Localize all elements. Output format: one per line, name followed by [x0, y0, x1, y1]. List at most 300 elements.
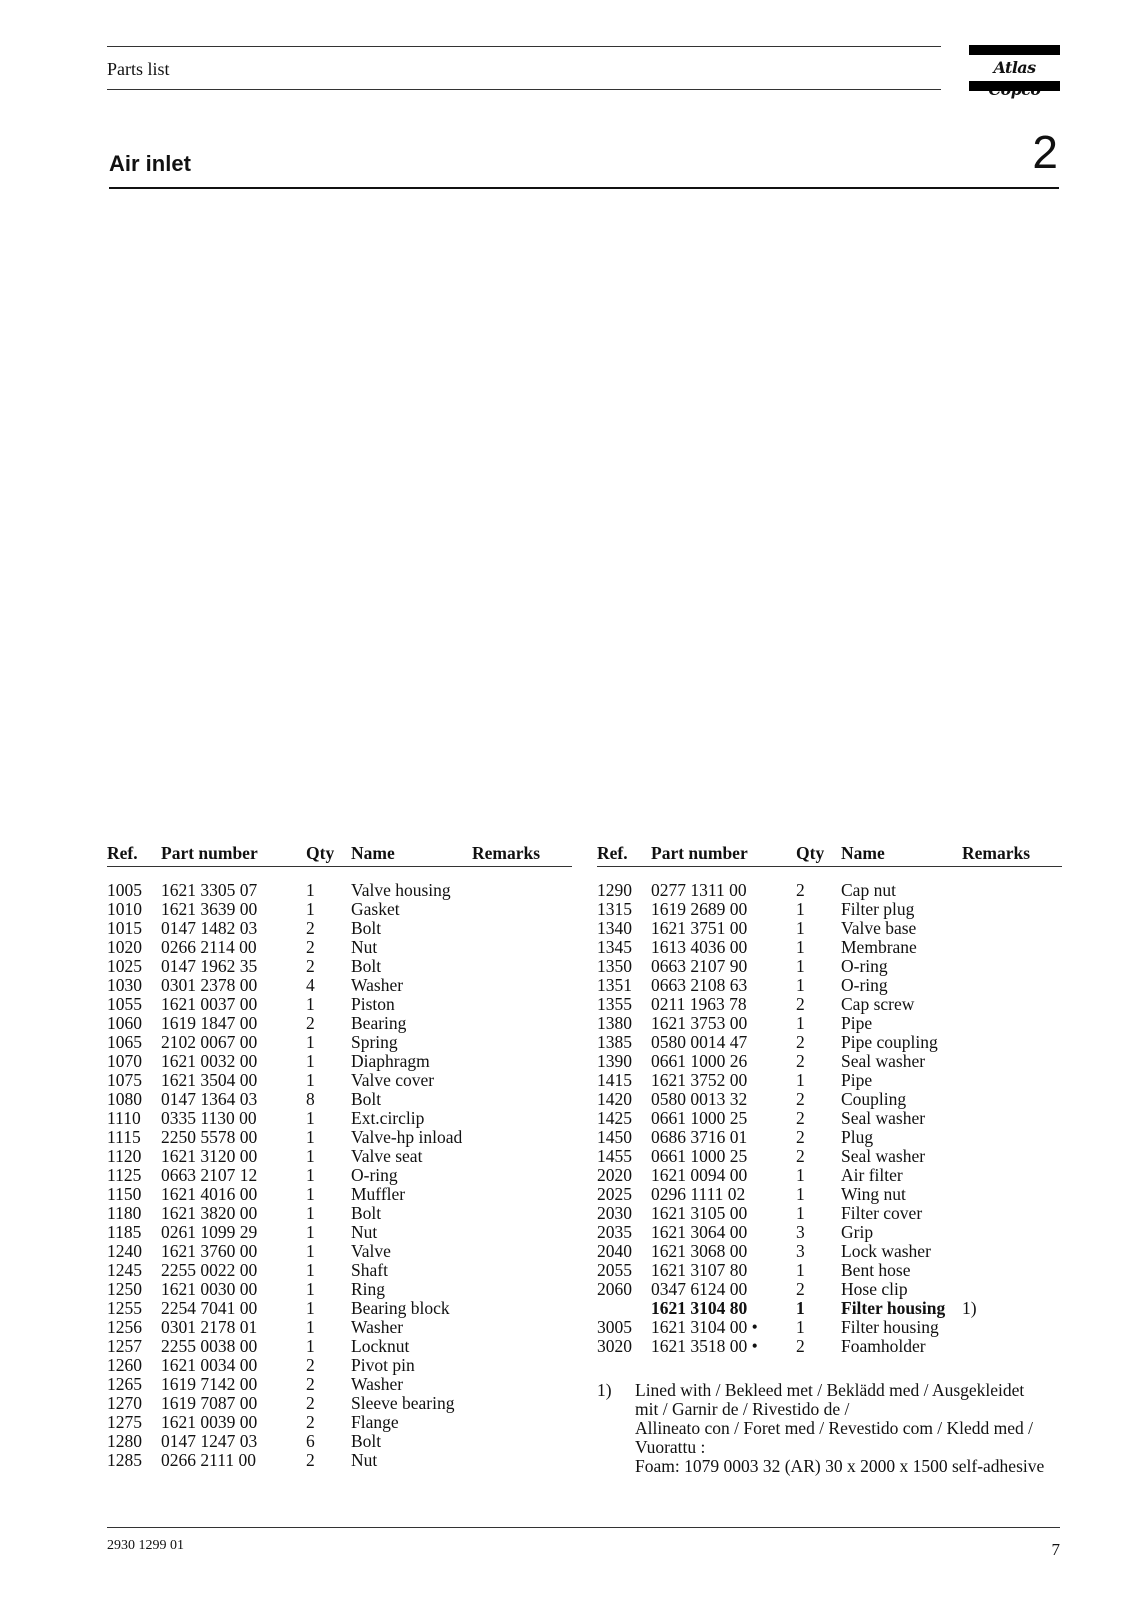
document-number: 2930 1299 01	[107, 1538, 184, 1553]
cell-name: Membrane	[841, 937, 917, 957]
cell-name: Pipe	[841, 1070, 873, 1090]
cell-qty: 1	[796, 1317, 805, 1337]
table-body-right	[597, 881, 1062, 1356]
header-name: Name	[351, 843, 395, 863]
brand-logo	[969, 45, 1060, 91]
cell-part-number: 2250 5578 00	[161, 1127, 258, 1147]
cell-name: Air filter	[841, 1165, 903, 1185]
cell-qty: 1	[796, 1184, 805, 1204]
cell-name: Nut	[351, 1450, 378, 1470]
table-row	[107, 1299, 572, 1318]
cell-qty: 2	[796, 1146, 805, 1166]
cell-qty: 6	[306, 1431, 315, 1451]
cell-part-number: 1621 0030 00	[161, 1279, 258, 1299]
cell-part-number: 1621 3760 00	[161, 1241, 258, 1261]
table-row	[107, 995, 572, 1014]
cell-ref: 1255	[107, 1298, 142, 1318]
cell-ref: 1390	[597, 1051, 632, 1071]
table-row	[107, 1280, 572, 1299]
cell-part-number: 1621 0034 00	[161, 1355, 258, 1375]
table-row	[597, 1014, 1062, 1033]
table-header-rule	[107, 866, 572, 867]
cell-name: Valve cover	[351, 1070, 435, 1090]
cell-qty: 1	[306, 1336, 315, 1356]
cell-qty: 2	[796, 1032, 805, 1052]
cell-name: Bolt	[351, 918, 382, 938]
cell-name: O-ring	[841, 956, 888, 976]
cell-part-number: 1621 3104 80	[651, 1298, 748, 1318]
cell-part-number: 1621 0037 00	[161, 994, 258, 1014]
section-title: Air inlet	[109, 151, 191, 176]
cell-ref: 1055	[107, 994, 142, 1014]
table-row	[597, 1204, 1062, 1223]
header-top-rule	[107, 46, 941, 47]
cell-qty: 2	[796, 1279, 805, 1299]
cell-qty: 2	[796, 880, 805, 900]
table-row	[597, 1318, 1062, 1337]
table-row	[107, 1204, 572, 1223]
cell-qty: 1	[306, 1108, 315, 1128]
table-row	[107, 1242, 572, 1261]
table-row	[597, 1280, 1062, 1299]
cell-ref: 1380	[597, 1013, 632, 1033]
cell-name: Bolt	[351, 1431, 382, 1451]
header-label: Parts list	[107, 59, 170, 79]
cell-qty: 1	[306, 880, 315, 900]
cell-part-number: 1621 3120 00	[161, 1146, 258, 1166]
cell-name: Seal washer	[841, 1051, 926, 1071]
table-row	[107, 1318, 572, 1337]
cell-name: Bolt	[351, 1203, 382, 1223]
cell-part-number: 1621 3064 00	[651, 1222, 748, 1242]
cell-name: Seal washer	[841, 1108, 926, 1128]
cell-name: Flange	[351, 1412, 399, 1432]
table-row	[597, 1261, 1062, 1280]
cell-ref: 1285	[107, 1450, 142, 1470]
cell-name: Bearing block	[351, 1298, 450, 1318]
cell-part-number: 1621 0094 00	[651, 1165, 748, 1185]
table-row	[597, 1033, 1062, 1052]
cell-qty: 2	[306, 1374, 315, 1394]
header-part-number: Part number	[651, 843, 748, 863]
cell-qty: 2	[306, 956, 315, 976]
cell-name: Filter plug	[841, 899, 915, 919]
cell-qty: 1	[306, 1298, 315, 1318]
cell-qty: 1	[796, 937, 805, 957]
table-row	[597, 881, 1062, 900]
cell-name: Washer	[351, 1374, 404, 1394]
cell-ref: 1240	[107, 1241, 142, 1261]
cell-part-number: 1621 3504 00	[161, 1070, 258, 1090]
cell-name: Pipe	[841, 1013, 873, 1033]
parts-table-left	[107, 842, 572, 1470]
footnote-line: Foam: 1079 0003 32 (AR) 30 x 2000 x 1500 self-adhesive	[635, 1456, 1045, 1476]
cell-name: Cap nut	[841, 880, 896, 900]
cell-name: O-ring	[841, 975, 888, 995]
cell-qty: 2	[306, 1013, 315, 1033]
cell-part-number: 0661 1000 26	[651, 1051, 748, 1071]
cell-part-number: 1619 7142 00	[161, 1374, 258, 1394]
table-header-row	[107, 842, 572, 864]
cell-ref: 1120	[107, 1146, 142, 1166]
cell-ref: 1015	[107, 918, 142, 938]
table-row	[597, 1090, 1062, 1109]
logo-wordmark: Atlas	[993, 58, 1036, 77]
cell-name: Bearing	[351, 1013, 407, 1033]
cell-name: Spring	[351, 1032, 398, 1052]
table-row	[597, 1299, 1062, 1318]
cell-part-number: 1621 3752 00	[651, 1070, 748, 1090]
cell-part-number: 2255 0038 00	[161, 1336, 258, 1356]
cell-part-number: 1621 3751 00	[651, 918, 748, 938]
table-row	[597, 1071, 1062, 1090]
cell-qty: 1	[796, 1165, 805, 1185]
table-row	[107, 1337, 572, 1356]
cell-qty: 1	[796, 1070, 805, 1090]
header-qty: Qty	[306, 843, 335, 863]
cell-part-number: 1621 3105 00	[651, 1203, 748, 1223]
cell-qty: 1	[306, 1184, 315, 1204]
cell-qty: 1	[306, 1279, 315, 1299]
cell-name: Washer	[351, 1317, 404, 1337]
cell-ref: 1250	[107, 1279, 142, 1299]
cell-part-number: 1621 3107 80	[651, 1260, 748, 1280]
cell-qty: 1	[306, 1165, 315, 1185]
cell-part-number: 1621 3518 00 •	[651, 1336, 758, 1356]
cell-ref: 1020	[107, 937, 142, 957]
footnote-line: Lined with / Bekleed met / Beklädd med / Ausgekleidet	[635, 1380, 1025, 1400]
cell-part-number: 0347 6124 00	[651, 1279, 748, 1299]
cell-part-number: 0580 0014 47	[651, 1032, 748, 1052]
cell-name: Pivot pin	[351, 1355, 415, 1375]
table-row	[107, 1451, 572, 1470]
cell-part-number: 2254 7041 00	[161, 1298, 258, 1318]
table-row	[107, 1394, 572, 1413]
cell-part-number: 0663 2108 63	[651, 975, 748, 995]
cell-part-number: 0277 1311 00	[651, 880, 747, 900]
cell-name: Coupling	[841, 1089, 907, 1109]
cell-name: Hose clip	[841, 1279, 908, 1299]
header-name: Name	[841, 843, 885, 863]
table-row	[107, 1071, 572, 1090]
cell-part-number: 0663 2107 12	[161, 1165, 258, 1185]
cell-qty: 3	[796, 1222, 805, 1242]
table-row	[107, 1375, 572, 1394]
cell-name: Filter housing	[841, 1317, 939, 1337]
cell-part-number: 0147 1482 03	[161, 918, 258, 938]
table-body-left	[107, 881, 572, 1470]
cell-name: Muffler	[351, 1184, 406, 1204]
table-row	[107, 1261, 572, 1280]
table-row	[597, 1185, 1062, 1204]
cell-ref: 1010	[107, 899, 142, 919]
cell-qty: 1	[306, 1317, 315, 1337]
cell-name: Sleeve bearing	[351, 1393, 455, 1413]
cell-part-number: 0147 1364 03	[161, 1089, 258, 1109]
cell-ref: 1080	[107, 1089, 142, 1109]
cell-qty: 3	[796, 1241, 805, 1261]
footer-rule	[107, 1527, 1060, 1528]
cell-ref: 1345	[597, 937, 632, 957]
cell-part-number: 1621 3104 00 •	[651, 1317, 758, 1337]
cell-name: Diaphragm	[351, 1051, 430, 1071]
cell-part-number: 1619 2689 00	[651, 899, 748, 919]
cell-ref: 1115	[107, 1127, 141, 1147]
page-number: 7	[1051, 1540, 1060, 1559]
cell-part-number: 1621 3639 00	[161, 899, 258, 919]
cell-qty: 2	[796, 1127, 805, 1147]
cell-name: Valve	[351, 1241, 391, 1261]
table-row	[597, 1223, 1062, 1242]
cell-ref: 1340	[597, 918, 632, 938]
cell-qty: 2	[306, 1412, 315, 1432]
header-part-number: Part number	[161, 843, 258, 863]
cell-part-number: 0266 2111 00	[161, 1450, 256, 1470]
cell-qty: 1	[306, 1241, 315, 1261]
cell-qty: 8	[306, 1089, 315, 1109]
cell-part-number: 1621 0039 00	[161, 1412, 258, 1432]
parts-table-right	[597, 842, 1062, 1356]
cell-ref: 1350	[597, 956, 632, 976]
cell-qty: 2	[306, 1393, 315, 1413]
cell-ref: 1025	[107, 956, 142, 976]
cell-name: Wing nut	[841, 1184, 906, 1204]
cell-qty: 1	[796, 1203, 805, 1223]
table-row	[597, 919, 1062, 938]
cell-ref: 1180	[107, 1203, 142, 1223]
cell-qty: 1	[306, 994, 315, 1014]
table-row	[107, 1185, 572, 1204]
cell-name: Bent hose	[841, 1260, 911, 1280]
cell-qty: 1	[306, 1070, 315, 1090]
table-row	[597, 1052, 1062, 1071]
cell-ref: 2035	[597, 1222, 632, 1242]
cell-ref: 2040	[597, 1241, 632, 1261]
cell-part-number: 1621 3820 00	[161, 1203, 258, 1223]
footnote-line: mit / Garnir de / Rivestido de /	[635, 1399, 850, 1419]
cell-qty: 2	[306, 1450, 315, 1470]
cell-name: Ext.circlip	[351, 1108, 425, 1128]
cell-ref: 1455	[597, 1146, 632, 1166]
table-row	[107, 1128, 572, 1147]
cell-qty: 2	[796, 1336, 805, 1356]
cell-name: Nut	[351, 937, 378, 957]
header-ref: Ref.	[597, 843, 628, 863]
cell-name: Pipe coupling	[841, 1032, 938, 1052]
cell-ref: 2025	[597, 1184, 632, 1204]
cell-ref: 2055	[597, 1260, 632, 1280]
footnote-line: Vuorattu :	[635, 1437, 706, 1457]
cell-ref: 1290	[597, 880, 632, 900]
cell-name: Washer	[351, 975, 404, 995]
cell-part-number: 0261 1099 29	[161, 1222, 258, 1242]
table-header-rule	[597, 866, 1062, 867]
table-row	[107, 1166, 572, 1185]
table-row	[107, 976, 572, 995]
cell-part-number: 1621 3305 07	[161, 880, 258, 900]
cell-qty: 2	[306, 918, 315, 938]
cell-name: Valve base	[841, 918, 917, 938]
cell-name: Bolt	[351, 1089, 382, 1109]
cell-part-number: 0301 2378 00	[161, 975, 258, 995]
cell-ref: 2020	[597, 1165, 632, 1185]
cell-qty: 1	[796, 1013, 805, 1033]
table-row	[107, 1052, 572, 1071]
cell-ref: 2030	[597, 1203, 632, 1223]
cell-qty: 1	[306, 1032, 315, 1052]
table-row	[107, 1223, 572, 1242]
table-row	[597, 1242, 1062, 1261]
footnote-text	[635, 1381, 1067, 1476]
cell-part-number: 0335 1130 00	[161, 1108, 257, 1128]
cell-ref: 1351	[597, 975, 632, 995]
cell-name: Foamholder	[841, 1336, 926, 1356]
cell-qty: 1	[306, 1222, 315, 1242]
cell-qty: 1	[306, 1127, 315, 1147]
cell-ref: 1257	[107, 1336, 142, 1356]
table-row	[107, 1033, 572, 1052]
cell-ref: 1450	[597, 1127, 632, 1147]
table-row	[107, 1147, 572, 1166]
table-row	[107, 1109, 572, 1128]
cell-name: Ring	[351, 1279, 386, 1299]
cell-part-number: 1621 3753 00	[651, 1013, 748, 1033]
cell-part-number: 1613 4036 00	[651, 937, 748, 957]
cell-qty: 2	[306, 937, 315, 957]
cell-qty: 1	[306, 1146, 315, 1166]
cell-part-number: 0266 2114 00	[161, 937, 257, 957]
table-row	[597, 938, 1062, 957]
cell-name: Bolt	[351, 956, 382, 976]
cell-part-number: 0147 1247 03	[161, 1431, 258, 1451]
cell-ref: 2060	[597, 1279, 632, 1299]
cell-name: Plug	[841, 1127, 874, 1147]
cell-ref: 1355	[597, 994, 632, 1014]
cell-qty: 1	[306, 899, 315, 919]
table-row	[597, 1147, 1062, 1166]
cell-name: O-ring	[351, 1165, 398, 1185]
cell-name: Grip	[841, 1222, 874, 1242]
table-row	[597, 1166, 1062, 1185]
cell-ref: 1005	[107, 880, 142, 900]
cell-qty: 1	[796, 918, 805, 938]
cell-name: Lock washer	[841, 1241, 931, 1261]
cell-name: Shaft	[351, 1260, 388, 1280]
cell-remarks: 1)	[962, 1298, 977, 1318]
table-row	[107, 1356, 572, 1375]
table-row	[597, 1109, 1062, 1128]
cell-qty: 1	[796, 956, 805, 976]
table-row	[107, 1090, 572, 1109]
cell-name: Piston	[351, 994, 395, 1014]
cell-ref: 1150	[107, 1184, 142, 1204]
cell-name: Locknut	[351, 1336, 410, 1356]
cell-part-number: 0296 1111 02	[651, 1184, 746, 1204]
cell-ref: 1275	[107, 1412, 142, 1432]
cell-part-number: 0211 1963 78	[651, 994, 747, 1014]
cell-qty: 1	[306, 1203, 315, 1223]
cell-ref: 1315	[597, 899, 632, 919]
table-row	[597, 900, 1062, 919]
table-row	[597, 995, 1062, 1014]
cell-qty: 1	[796, 1298, 805, 1318]
cell-name: Gasket	[351, 899, 400, 919]
cell-part-number: 2255 0022 00	[161, 1260, 258, 1280]
table-row	[107, 938, 572, 957]
table-row	[597, 976, 1062, 995]
table-header-row	[597, 842, 1062, 864]
cell-ref: 3020	[597, 1336, 632, 1356]
cell-part-number: 0661 1000 25	[651, 1146, 748, 1166]
header-ref: Ref.	[107, 843, 138, 863]
cell-ref: 1075	[107, 1070, 142, 1090]
cell-qty: 2	[796, 1108, 805, 1128]
cell-name: Valve seat	[351, 1146, 423, 1166]
cell-part-number: 2102 0067 00	[161, 1032, 258, 1052]
cell-name: Valve housing	[351, 880, 451, 900]
cell-part-number: 1621 3068 00	[651, 1241, 748, 1261]
cell-name: Valve-hp inload	[351, 1127, 463, 1147]
cell-part-number: 0580 0013 32	[651, 1089, 748, 1109]
table-row	[107, 957, 572, 976]
cell-qty: 2	[306, 1355, 315, 1375]
cell-part-number: 0686 3716 01	[651, 1127, 748, 1147]
cell-ref: 1110	[107, 1108, 141, 1128]
cell-qty: 1	[796, 1260, 805, 1280]
title-rule	[109, 187, 1059, 189]
table-row	[597, 1128, 1062, 1147]
cell-qty: 1	[306, 1260, 315, 1280]
cell-part-number: 1619 1847 00	[161, 1013, 258, 1033]
logo-top-bar	[969, 45, 1060, 55]
cell-qty: 1	[306, 1051, 315, 1071]
table-row	[597, 1337, 1062, 1356]
logo-bottom-bar	[969, 81, 1060, 91]
cell-part-number: 0147 1962 35	[161, 956, 258, 976]
table-row	[107, 919, 572, 938]
table-row	[597, 957, 1062, 976]
cell-qty: 1	[796, 899, 805, 919]
cell-name: Seal washer	[841, 1146, 926, 1166]
cell-ref: 1265	[107, 1374, 142, 1394]
cell-ref: 1415	[597, 1070, 632, 1090]
header-qty: Qty	[796, 843, 825, 863]
table-row	[107, 1432, 572, 1451]
table-row	[107, 900, 572, 919]
cell-name: Nut	[351, 1222, 378, 1242]
cell-part-number: 1621 0032 00	[161, 1051, 258, 1071]
cell-part-number: 0661 1000 25	[651, 1108, 748, 1128]
cell-ref: 1385	[597, 1032, 632, 1052]
cell-qty: 2	[796, 994, 805, 1014]
cell-ref: 1030	[107, 975, 142, 995]
cell-qty: 2	[796, 1051, 805, 1071]
cell-part-number: 1619 7087 00	[161, 1393, 258, 1413]
cell-part-number: 1621 4016 00	[161, 1184, 258, 1204]
table-row	[107, 1014, 572, 1033]
cell-ref: 1280	[107, 1431, 142, 1451]
cell-ref: 1245	[107, 1260, 142, 1280]
cell-ref: 1425	[597, 1108, 632, 1128]
table-row	[107, 1413, 572, 1432]
section-number: 2	[1032, 126, 1058, 178]
cell-name: Filter cover	[841, 1203, 923, 1223]
footnote-line: Allineato con / Foret med / Revestido com / Kledd med /	[635, 1418, 1034, 1438]
footnote-marker: 1)	[597, 1380, 612, 1400]
cell-ref: 1256	[107, 1317, 142, 1337]
cell-qty: 1	[796, 975, 805, 995]
cell-ref: 1070	[107, 1051, 142, 1071]
